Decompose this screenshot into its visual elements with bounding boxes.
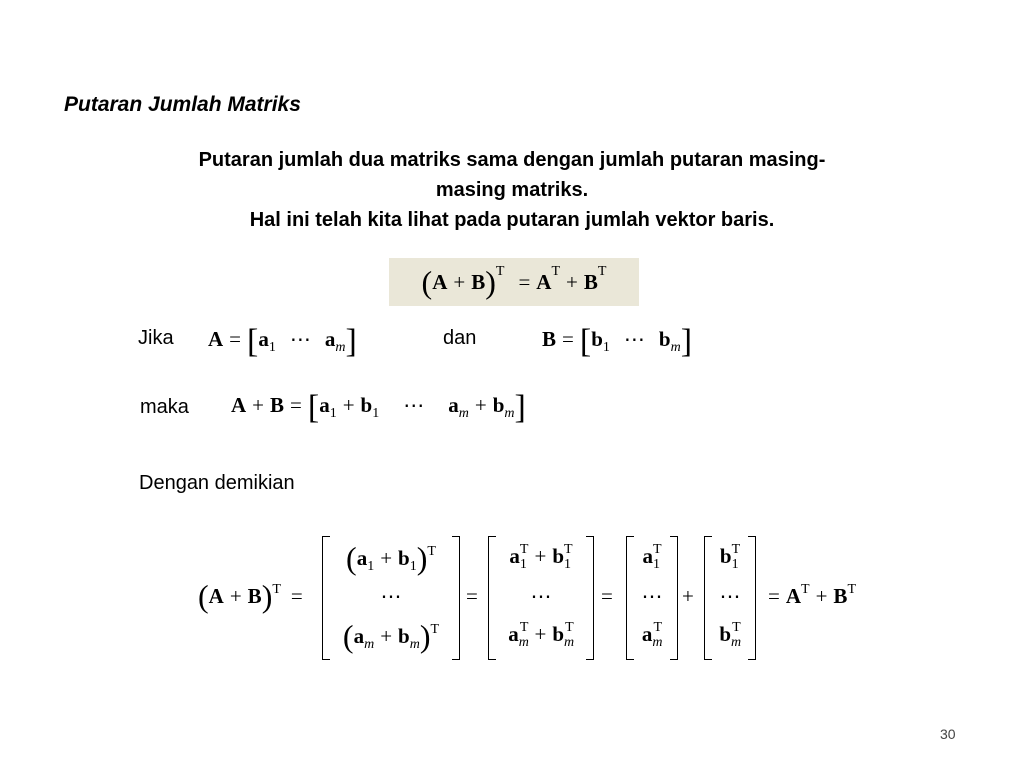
matrix1-row1: $(a_1 + b_1)^T$ <box>346 540 436 576</box>
matrix4-row1: $b_1^T$ <box>719 542 741 572</box>
matrix1-row2: ⋯ <box>380 584 402 608</box>
matrix1-left-bracket <box>322 536 330 660</box>
derivation-rhs: = $A^T + B^T$ <box>768 582 856 608</box>
matrix3-row3: $a_m^T$ <box>641 620 663 650</box>
transpose-sum-identity: ( A + B ) T = A T + B T <box>389 258 639 306</box>
matrix-b-definition: $B = [b_1$ ⋯ $b_m$] <box>542 323 693 360</box>
plus-sign: + <box>682 584 694 608</box>
page-number: 30 <box>940 726 956 742</box>
eq-sign-2: = <box>601 584 613 608</box>
matrix1-row3: $(a_m + b_m)^T$ <box>342 618 440 654</box>
matrix3-row2: ⋯ <box>641 584 663 608</box>
derivation-lhs: $(A + B)^T$ = <box>198 578 303 614</box>
matrix4-row3: $b_m^T$ <box>719 620 742 650</box>
matrix1-right-bracket <box>452 536 460 660</box>
label-maka: maka <box>140 396 189 418</box>
intro-line-1: Putaran jumlah dua matriks sama dengan jumlah putaran masing- <box>198 149 826 171</box>
matrix2-row2: ⋯ <box>530 584 552 608</box>
intro-line-2: masing matriks. <box>435 179 589 201</box>
sum-definition: $A + B = [a_1 + b_1$ ⋯ $a_m + b_m$] <box>231 389 526 426</box>
matrix3-row1: $a_1^T$ <box>642 542 662 572</box>
matrix-a-definition: $A = [a_1$ ⋯ $a_m$] <box>208 323 357 360</box>
matrix4-row2: ⋯ <box>719 584 741 608</box>
matrix2-row1: $a_1^T + b_1^T$ <box>509 542 573 572</box>
slide-title: Putaran Jumlah Matriks <box>64 93 301 116</box>
eq-sign-1: = <box>466 584 478 608</box>
label-jika: Jika <box>138 327 174 349</box>
label-dengan-demikian: Dengan demikian <box>139 472 295 494</box>
matrix2-row3: $a_m^T + b_m^T$ <box>508 620 575 650</box>
label-dan: dan <box>443 327 477 349</box>
intro-line-3: Hal ini telah kita lihat pada putaran jumlah vektor baris. <box>249 209 775 231</box>
